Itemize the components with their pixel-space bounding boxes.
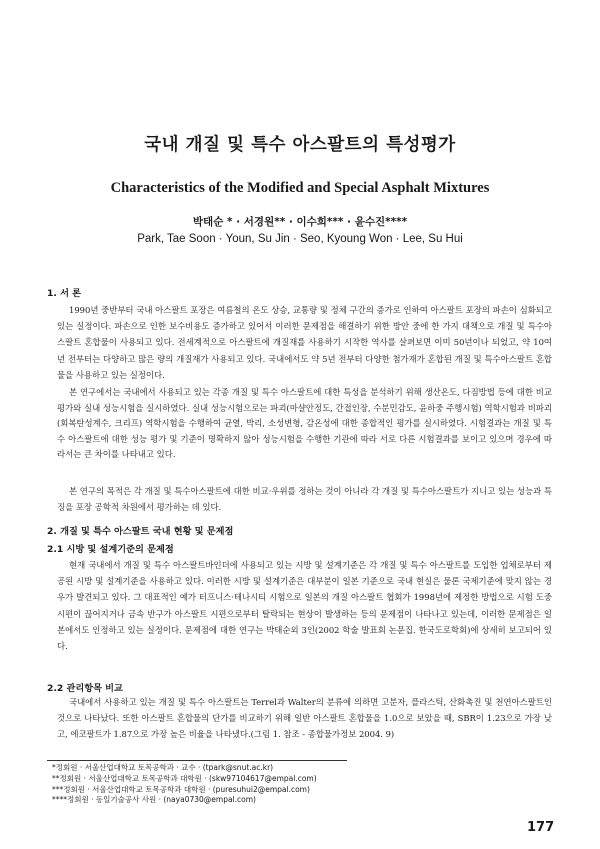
intro-paragraph-2: 본 연구에서는 국내에서 사용되고 있는 각종 개질 및 특수 아스팔트에 대한 특성을 분석하기 위해 생산온도, 다짐방법 등에 대한 비교평가와 실내 성능시험을 실시하였다. 실내 성능시험으로는 파괴(마샬안정도, 간접인장, 수분민감도, 윤하중 주행시험) 역학시험과 비파괴(회복탄성계수, 크리프) 역학시험을 수행하여 균열, 박리, 소성변형, 감온성에 대한 종합적인 평가를 실시하였다. 시험결과는 개질 및 특수 아스팔트에 대한 성능 평가 및 기준이 명확하지 않아 성능시험을 수행한 기관에 따라 서로 다른 시험결과를 보이고 있으며 경우에 따라서는 큰 차이를 나타내고 있다. [57,387,552,459]
paper-title-english: Characteristics of the Modified and Special Asphalt Mixtures [110,180,490,196]
paper-title-korean: 국내 개질 및 특수 아스팔트의 특성평가 [144,135,456,155]
section-heading-introduction: 1. 서 론 [47,288,82,299]
author-list-korean: 박태순 * · 서경원** · 이수희*** · 윤수진**** [192,216,408,228]
page-number: 177 [527,820,555,835]
footnote-author-3: ***정회원 · 서울산업대학교 토목공학과 대학원 · (puresuhui2@empal.com) [52,784,310,794]
footnote-author-1: *정회원 · 서울산업대학교 토목공학과 · 교수 · (tpark@snut.ac.kr) [52,763,274,772]
subsection-heading-spec: 2.1 시방 및 설계기준의 문제점 [47,544,174,555]
author-footnotes [52,763,412,806]
author-list-english: Park, Tae Soon · Youn, Su Jin · Seo, Kyoung Won · Lee, Su Hui [137,233,463,245]
footnote-author-4: ****정회원 · 동일기술공사 사원 · (naya0730@empal.com) [52,795,256,805]
management-paragraph: 국내에서 사용하고 있는 개질 및 특수 아스팔트는 Terrel과 Walter의 분류에 의하면 고분자, 플라스틱, 산화촉진 및 천연아스팔트인 것으로 나타났다. 또한 아스팔트 혼합물의 단가를 비교하기 위해 일반 아스팔트 혼합물을 1.0으로 보았을 때, SBR이 1.23으로 가장 낮고, 에코팔트가 1.87으로 가장 높은 비율을 나타냈다.(그림 1. 참조 - 종합물가정보 2004. 9) [57,697,552,740]
intro-paragraph-1: 1990년 중반부터 국내 아스팔트 포장은 여름철의 온도 상승, 교통량 및 정체 구간의 증가로 인하여 아스팔트 포장의 파손이 심화되고 있는 실정이다. 파손으로 인한 보수비용도 증가하고 있어서 이러한 문제점을 해결하기 위한 방안 중에 한 가지 대책으로 개질 및 특수아스팔트 혼합물이 사용되고 있다. 전세계적으로 아스팔트에 개질재를 사용하기 시작한 역사를 살펴보면 이미 50년이나 되었고, 약 10여년 전부터는 다양하고 많은 량의 개질재가 사용되고 있다. 국내에서도 약 5년 전부터 다양한 첨가재가 혼합된 개질 및 특수아스팔트 혼합물을 사용하고 있는 실정이다. [57,305,552,380]
footnote-divider [47,760,347,761]
intro-paragraph-3: 본 연구의 목적은 각 개질 및 특수아스팔트에 대한 비교·우위를 정하는 것이 아니라 각 개질 및 특수아스팔트가 지니고 있는 성능과 특징을 포장 공학적 차원에서 평가하는 데 있다. [57,486,552,512]
spec-paragraph: 현재 국내에서 개질 및 특수 아스팔트바인더에 사용되고 있는 시방 및 설계기준은 각 개질 및 특수 아스팔트를 도입한 업체로부터 제공된 시방 및 설계기준을 사용하고 있다. 이러한 시방 및 설계기준은 대부분이 일본 기준으로 국내 현실은 물론 국제기준에 맞지 않는 경우가 발견되고 있다. 그 대표적인 예가 터프니스·테나시티 시험으로 일본의 개질 아스팔트 협회가 1998년에 제정한 방법으로 시험 도중 시편이 끊어지거나 금속 반구가 아스팔트 시편으로부터 탈락되는 현상이 발생하는 등의 문제점이 나타나고 있는데, 이러한 문제점은 일본에서도 인정하고 있는 실정이다. 문제점에 대한 연구는 박태순외 3인(2002 학술 발표회 논문집. 한국도로학회)에 상세히 보고되어 있다. [57,560,552,652]
section-heading-status: 2. 개질 및 특수 아스팔트 국내 현황 및 문제점 [47,526,234,537]
subsection-heading-management: 2.2 관리항목 비교 [47,683,123,694]
footnote-author-2: **정회원 · 서울산업대학교 토목공학과 대학원 · (skw97104617@empal.com) [52,773,317,783]
